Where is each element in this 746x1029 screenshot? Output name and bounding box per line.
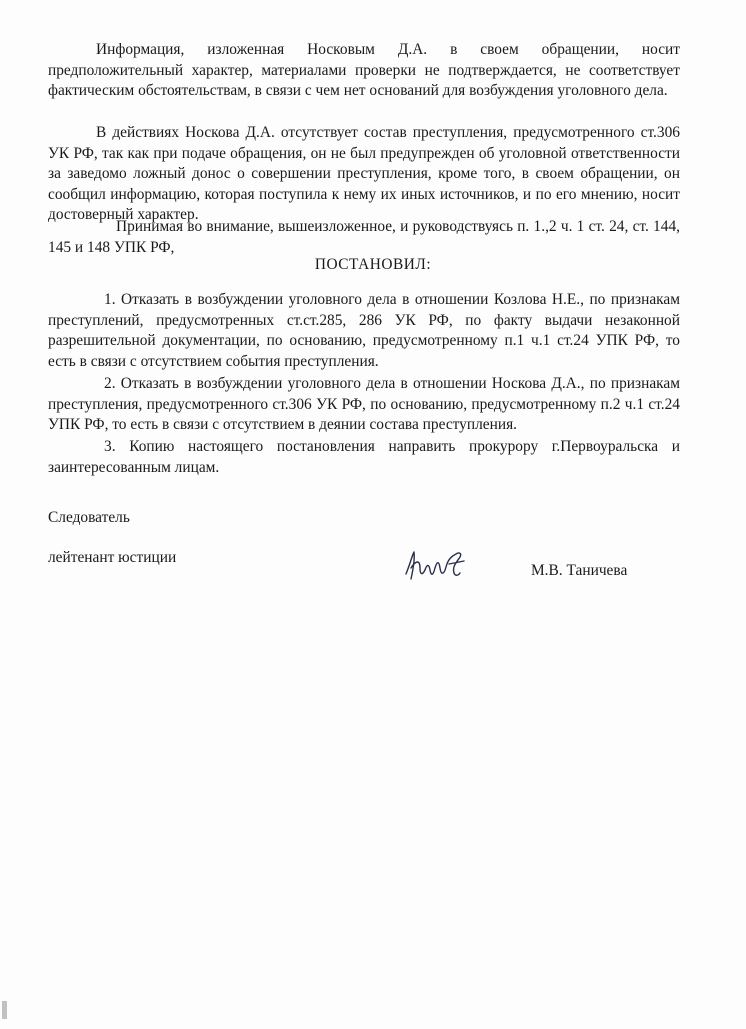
signer-name: М.В. Таничева xyxy=(531,562,628,579)
resolution-item-1: 1. Отказать в возбуждении уголовного дела в отношении Козлова Н.Е., по признакам преступлений, предусмотренных ст.ст.285, 286 УК РФ, по факту выдачи незаконной разрешительной документации, по основанию, предусмотренному п.1 ч.1 ст.24 УПК РФ, то есть в связи с отсутствием события преступления. xyxy=(48,291,680,370)
handwritten-signature xyxy=(402,546,482,584)
resolution-item-3: 3. Копию настоящего постановления направить прокурору г.Первоуральска и заинтересованным лицам. xyxy=(48,438,680,476)
paragraph-legal-basis: Принимая во внимание, вышеизложенное, и руководствуясь п. 1.,2 ч. 1 ст. 24, ст. 144, 145 и 148 УПК РФ, xyxy=(48,218,680,256)
signer-rank: лейтенант юстиции xyxy=(48,549,177,566)
paragraph-noskov-actions: В действиях Носкова Д.А. отсутствует состав преступления, предусмотренного ст.306 УК РФ, так как при подаче обращения, он не был предупрежден об уголовной ответственности за заведомо ложный донос о совершении преступления, кроме того, в своем обращении, он сообщил информацию, которая поступила к нему их иных источников, и по его мнению, носит достоверный характер. xyxy=(48,124,680,223)
resolution-item-2: 2. Отказать в возбуждении уголовного дела в отношении Носкова Д.А., по признакам преступления, предусмотренного ст.306 УК РФ, по основанию, предусмотренному п.2 ч.1 ст.24 УПК РФ, то есть в связи с отсутствием в деянии состава преступления. xyxy=(48,375,680,433)
signer-position: Следователь xyxy=(48,509,130,526)
paragraph-information: Информация, изложенная Носковым Д.А. в своем обращении, носит предположительный характер, материалами проверки не подтверждается, не соответствует фактическим обстоятельствам, в связи с чем нет оснований для возбуждения уголовного дела. xyxy=(48,41,680,99)
scan-edge-mark xyxy=(2,1001,7,1019)
resolution-heading: ПОСТАНОВИЛ: xyxy=(314,256,432,273)
